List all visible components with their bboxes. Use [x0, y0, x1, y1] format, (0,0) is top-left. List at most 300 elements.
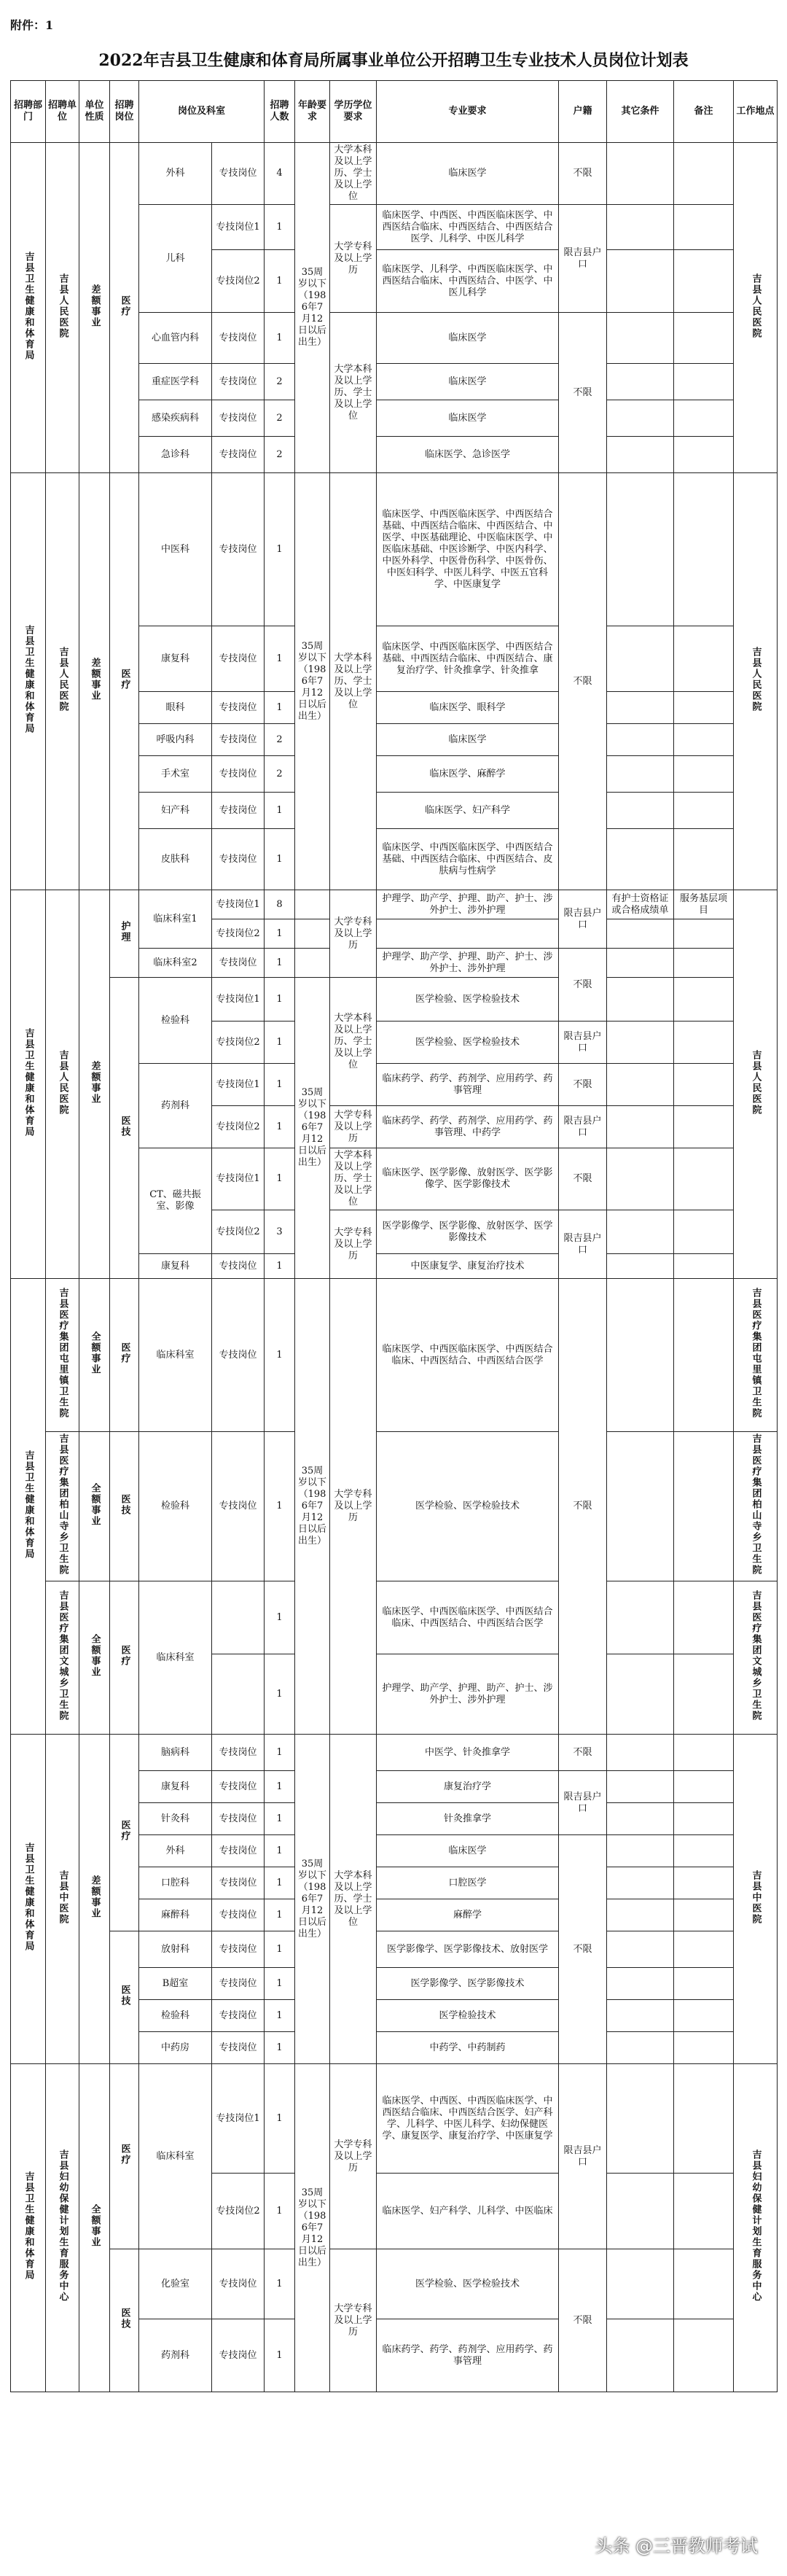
- table-cell-col12: [674, 2174, 734, 2249]
- header-cell: 户籍: [559, 81, 607, 143]
- table-cell-col12: [674, 437, 734, 473]
- table-cell-col11: [607, 756, 674, 793]
- table-cell-col7: 35周岁以下（1986年7月12日以后出生）: [295, 1279, 330, 1735]
- table-cell-col8: 大学专科及以上学历: [330, 1210, 377, 1279]
- table-cell-col12: 服务基层项目: [674, 890, 734, 919]
- table-cell-col4: CT、磁共振室、影像: [139, 1148, 212, 1254]
- table-cell-col13: [734, 473, 778, 890]
- table-cell-col6: 1: [265, 1968, 295, 2000]
- cell-text: 医疗: [119, 1645, 130, 1667]
- table-cell-col6: 1: [265, 1432, 295, 1581]
- table-cell-col6: 1: [265, 626, 295, 692]
- table-cell-col4: 感染疾病科: [139, 400, 212, 437]
- table-cell-col12: [674, 1022, 734, 1064]
- table-cell-col11: [607, 1803, 674, 1835]
- table-cell-col5: 专技岗位: [212, 1968, 265, 2000]
- cell-text: 医疗: [119, 669, 130, 690]
- table-cell-col10: 限吉县户口: [559, 205, 607, 313]
- table-cell-col9: 临床药学、药学、药剂学、应用药学、药事管理、中药学: [377, 1106, 559, 1148]
- table-cell-col11: [607, 1210, 674, 1254]
- cell-text: 差额事业: [89, 658, 101, 701]
- table-cell-col10: 不限: [559, 1064, 607, 1106]
- table-cell-col9: 中医康复学、康复治疗技术: [377, 1254, 559, 1279]
- table-cell-col4: 口腔科: [139, 1867, 212, 1899]
- table-cell-col4: 临床科室: [139, 1581, 212, 1735]
- table-cell-col6: 1: [265, 692, 295, 724]
- table-cell-col5: 专技岗位: [212, 1931, 265, 1968]
- table-cell-col11: [607, 400, 674, 437]
- cell-text: 差额事业: [89, 1060, 101, 1105]
- table-cell-col11: [607, 2032, 674, 2064]
- table-cell-col11: [607, 1254, 674, 1279]
- table-cell-col10: 不限: [559, 143, 607, 205]
- table-cell-col11: [607, 1835, 674, 1867]
- table-cell-col8: 大学本科及以上学历、学士及以上学位: [330, 473, 377, 890]
- table-cell-col3: [110, 1735, 139, 1931]
- table-cell-col6: 1: [265, 473, 295, 626]
- table-cell-col5: 专技岗位1: [212, 890, 265, 919]
- cell-text: 吉县医疗集团文城乡卫生院: [750, 1590, 761, 1721]
- table-cell-col9: 医学检验、医学检验技术: [377, 1432, 559, 1581]
- table-cell-col8: 大学专科及以上学历: [330, 205, 377, 313]
- table-cell-col0: [11, 1735, 46, 2064]
- cell-text: 吉县卫生健康和体育局: [23, 251, 34, 361]
- table-cell-col12: [674, 626, 734, 692]
- table-cell-col3: [110, 2064, 139, 2249]
- table-cell-col6: 1: [265, 919, 295, 949]
- table-cell-col11: [607, 2249, 674, 2319]
- table-cell-col6: 1: [265, 978, 295, 1022]
- table-cell-col5: 专技岗位: [212, 473, 265, 626]
- table-row: [11, 2249, 778, 2319]
- table-cell-col6: 1: [265, 1771, 295, 1803]
- table-cell-col9: 临床医学、中西医临床医学、中西医结合基础、中西医结合临床、中西医结合、皮肤病与性病学: [377, 829, 559, 890]
- table-cell-col12: [674, 1968, 734, 2000]
- table-cell-col10: 不限: [559, 473, 607, 890]
- table-cell-col3: [110, 1279, 139, 1432]
- table-cell-col1: [46, 1735, 79, 2064]
- header-cell: 招聘单位: [46, 81, 79, 143]
- table-cell-col6: 1: [265, 793, 295, 829]
- table-cell-col5: 专技岗位: [212, 2249, 265, 2319]
- cell-text: 吉县妇幼保健计划生育服务中心: [57, 2149, 68, 2303]
- table-cell-col12: [674, 2319, 734, 2392]
- table-cell-col4: 中药房: [139, 2032, 212, 2064]
- header-cell: 招聘部门: [11, 81, 46, 143]
- table-cell-col11: [607, 205, 674, 250]
- table-cell-col0: [11, 2064, 46, 2392]
- table-cell-col9: 医学检验、医学检验技术: [377, 2249, 559, 2319]
- table-cell-col9: 临床医学: [377, 364, 559, 400]
- table-cell-col12: [674, 2000, 734, 2032]
- table-cell-col4: 外科: [139, 1835, 212, 1867]
- table-cell-col5: 专技岗位: [212, 949, 265, 978]
- table-row: [11, 1432, 778, 1581]
- table-cell-col1: [46, 2064, 79, 2392]
- table-cell-col12: [674, 1432, 734, 1581]
- table-cell-col5: 专技岗位: [212, 1803, 265, 1835]
- cell-text: 吉县医疗集团文城乡卫生院: [57, 1590, 68, 1721]
- table-cell-col5: 专技岗位2: [212, 1106, 265, 1148]
- table-cell-col13: [734, 890, 778, 1279]
- table-cell-col6: 1: [265, 1931, 295, 1968]
- table-cell-col0: [11, 1279, 46, 1735]
- table-cell-col12: [674, 1931, 734, 1968]
- table-cell-col2: [79, 1581, 110, 1735]
- table-cell-col13: [734, 2064, 778, 2392]
- header-cell: 专业要求: [377, 81, 559, 143]
- cell-text: 医疗: [119, 295, 130, 317]
- table-cell-col9: 医学影像学、医学影像、放射医学、医学影像技术: [377, 1210, 559, 1254]
- table-cell-col4: 康复科: [139, 626, 212, 692]
- table-cell-col12: [674, 400, 734, 437]
- table-cell-col7: 35周岁以下（1986年7月12日以后出生）: [295, 2064, 330, 2392]
- table-cell-col2: [79, 143, 110, 473]
- table-cell-col5: 专技岗位1: [212, 1148, 265, 1210]
- table-cell-col9: 临床医学: [377, 724, 559, 756]
- table-cell-col6: 1: [265, 1735, 295, 1771]
- table-cell-col9: 临床医学、妇产科学: [377, 793, 559, 829]
- table-cell-col11: [607, 364, 674, 400]
- cell-text: 吉县卫生健康和体育局: [23, 1842, 34, 1952]
- table-cell-col3: [110, 1581, 139, 1735]
- table-cell-col5: 专技岗位: [212, 2032, 265, 2064]
- table-body: [11, 143, 778, 2392]
- table-cell-col2: [79, 473, 110, 890]
- table-cell-col8: 大学专科及以上学历: [330, 1106, 377, 1148]
- table-cell-col11: [607, 1867, 674, 1899]
- table-cell-col6: 1: [265, 313, 295, 364]
- table-cell-col11: [607, 949, 674, 978]
- table-cell-col12: [674, 1771, 734, 1803]
- table-cell-col9: 临床医学、中西医临床医学、中西医结合基础、中西医结合临床、中西医结合、康复治疗学、针灸推拿学、针灸推拿: [377, 626, 559, 692]
- table-cell-col8: 大学本科及以上学历、学士及以上学位: [330, 143, 377, 205]
- table-cell-col3: [110, 143, 139, 473]
- table-cell-col9: 麻醉学: [377, 1899, 559, 1931]
- table-cell-col10: 不限: [559, 1148, 607, 1210]
- cell-text: 医技: [119, 2308, 130, 2330]
- table-cell-col3: [110, 1931, 139, 2064]
- table-cell-col4: 化验室: [139, 2249, 212, 2319]
- table-cell-col11: [607, 829, 674, 890]
- table-cell-col4: 针灸科: [139, 1803, 212, 1835]
- table-cell-col9: 护理学、助产学、护理、助产、护士、涉外护士、涉外护理: [377, 1654, 559, 1735]
- table-cell-col5: 专技岗位: [212, 143, 265, 205]
- table-cell-col4: 检验科: [139, 1432, 212, 1581]
- table-cell-col6: 1: [265, 205, 295, 250]
- table-cell-col4: 妇产科: [139, 793, 212, 829]
- table-cell-col6: 1: [265, 1148, 295, 1210]
- cell-text: 吉县卫生健康和体育局: [23, 625, 34, 734]
- table-cell-col5: 专技岗位: [212, 724, 265, 756]
- table-cell-col10: 限吉县户口: [559, 1771, 607, 1835]
- table-cell-col12: [674, 364, 734, 400]
- table-cell-col4: 检验科: [139, 2000, 212, 2032]
- table-cell-col6: 3: [265, 1210, 295, 1254]
- cell-text: 护理: [119, 921, 130, 943]
- table-cell-col6: 1: [265, 250, 295, 313]
- table-row: [11, 2064, 778, 2174]
- table-cell-col9: 针灸推拿学: [377, 1803, 559, 1835]
- table-cell-col5: 专技岗位2: [212, 1210, 265, 1254]
- table-cell-col5: 专技岗位1: [212, 205, 265, 250]
- table-cell-col4: 麻醉科: [139, 1899, 212, 1931]
- table-cell-col6: 1: [265, 1899, 295, 1931]
- cell-text: 全额事业: [89, 1634, 101, 1678]
- table-cell-col6: 1: [265, 1254, 295, 1279]
- table-cell-col9: 临床医学、中西医、中西医临床医学、中西医结合临床、中西医结合、中西医结合医学、儿科学、中医儿科学: [377, 205, 559, 250]
- table-cell-col5: 专技岗位2: [212, 1022, 265, 1064]
- table-cell-col3: [110, 1432, 139, 1581]
- table-cell-col9: 临床医学、医学影像、放射医学、医学影像学、医学影像技术: [377, 1148, 559, 1210]
- table-cell-col6: 1: [265, 2174, 295, 2249]
- table-cell-col6: 2: [265, 437, 295, 473]
- table-cell-col6: 1: [265, 1279, 295, 1432]
- table-cell-col11: [607, 437, 674, 473]
- table-cell-col11: [607, 793, 674, 829]
- table-cell-col8: 大学专科及以上学历: [330, 1279, 377, 1735]
- table-cell-col11: [607, 919, 674, 949]
- table-cell-col5: 专技岗位: [212, 400, 265, 437]
- table-row: [11, 978, 778, 1022]
- table-cell-col5: 专技岗位: [212, 364, 265, 400]
- table-cell-col5: 专技岗位2: [212, 250, 265, 313]
- table-cell-col4: 外科: [139, 143, 212, 205]
- table-cell-col4: 手术室: [139, 756, 212, 793]
- table-cell-col8: 大学专科及以上学历: [330, 890, 377, 978]
- table-cell-col6: 2: [265, 400, 295, 437]
- table-cell-col13: [734, 1432, 778, 1581]
- table-cell-col12: [674, 250, 734, 313]
- table-cell-col5: 专技岗位: [212, 1835, 265, 1867]
- table-cell-col11: [607, 1899, 674, 1931]
- table-cell-col4: 急诊科: [139, 437, 212, 473]
- table-cell-col9: 中药学、中药制药: [377, 2032, 559, 2064]
- table-cell-col11: [607, 626, 674, 692]
- table-cell-col12: [674, 205, 734, 250]
- table-cell-col10: 不限: [559, 949, 607, 1022]
- table-cell-col13: [734, 1581, 778, 1735]
- table-cell-col12: [674, 692, 734, 724]
- header-cell: 年龄要求: [295, 81, 330, 143]
- table-cell-col12: [674, 1279, 734, 1432]
- table-cell-col9: 医学影像学、医学影像技术: [377, 1968, 559, 2000]
- table-cell-col11: [607, 250, 674, 313]
- cell-text: 医技: [119, 1985, 130, 2007]
- header-cell: 招聘人数: [265, 81, 295, 143]
- cell-text: 吉县人民医院: [750, 1049, 761, 1116]
- table-cell-col13: [734, 143, 778, 473]
- table-cell-col12: [674, 1735, 734, 1771]
- table-cell-col6: 1: [265, 949, 295, 978]
- table-row: [11, 143, 778, 205]
- table-cell-col2: [79, 1735, 110, 2064]
- table-cell-col4: 康复科: [139, 1771, 212, 1803]
- table-cell-col2: [79, 1279, 110, 1432]
- table-cell-col3: [110, 978, 139, 1279]
- table-cell-col6: 2: [265, 364, 295, 400]
- table-cell-col5: 专技岗位: [212, 1432, 265, 1581]
- table-cell-col4: 重症医学科: [139, 364, 212, 400]
- table-cell-col1: [46, 1581, 79, 1735]
- watermark: 头条 @三晋教师考试: [595, 2536, 758, 2556]
- table-cell-col10: 限吉县户口: [559, 1106, 607, 1148]
- annex-label: 附件：1: [10, 18, 54, 32]
- header-cell: 工作地点: [734, 81, 778, 143]
- table-cell-col9: 医学影像学、医学影像技术、放射医学: [377, 1931, 559, 1968]
- table-cell-col9: 临床医学、中西医临床医学、中西医结合基础、中西医结合临床、中西医结合、中医学、中医基础理论、中医临床医学、中医临床基础、中医诊断学、中医内科学、中医外科学、中医骨伤科学、中医骨伤、中医妇科学、中医儿科学、中医五官科学、中医康复学: [377, 473, 559, 626]
- table-cell-col11: [607, 1064, 674, 1106]
- table-cell-col12: [674, 793, 734, 829]
- cell-text: 吉县人民医院: [750, 647, 761, 712]
- table-cell-col5: 专技岗位: [212, 626, 265, 692]
- table-cell-col5: 专技岗位: [212, 313, 265, 364]
- table-cell-col5: 专技岗位: [212, 692, 265, 724]
- table-cell-col11: [607, 692, 674, 724]
- table-cell-col12: [674, 829, 734, 890]
- cell-text: 全额事业: [89, 1482, 101, 1527]
- table-cell-col12: [674, 313, 734, 364]
- table-cell-col5: 专技岗位: [212, 1899, 265, 1931]
- table-cell-col1: [46, 143, 79, 473]
- table-cell-col9: 临床医学、妇产科学、儿科学、中医临床: [377, 2174, 559, 2249]
- table-cell-col5: 专技岗位1: [212, 1064, 265, 1106]
- table-row: [11, 1581, 778, 1654]
- cell-text: 差额事业: [89, 1875, 101, 1919]
- table-cell-col11: [607, 2174, 674, 2249]
- table-cell-col5: 专技岗位: [212, 1254, 265, 1279]
- table-cell-col10: 不限: [559, 1835, 607, 2064]
- table-cell-col8: 大学本科及以上学历、学士及以上学位: [330, 1735, 377, 2064]
- table-cell-col11: [607, 724, 674, 756]
- table-cell-col12: [674, 2249, 734, 2319]
- table-cell-col10: 不限: [559, 1279, 607, 1735]
- cell-text: 吉县人民医院: [57, 273, 68, 339]
- cell-text: 医技: [119, 1493, 130, 1516]
- table-row: [11, 890, 778, 919]
- table-cell-col5: 专技岗位: [212, 1771, 265, 1803]
- table-cell-col11: [607, 978, 674, 1022]
- table-cell-col6: 1: [265, 1581, 295, 1654]
- table-cell-col11: [607, 1735, 674, 1771]
- table-cell-col8: 大学本科及以上学历、学士及以上学位: [330, 1148, 377, 1210]
- table-cell-col4: 临床科室: [139, 2064, 212, 2249]
- table-cell-col5: 专技岗位2: [212, 919, 265, 949]
- cell-text: 吉县医疗集团屯里镇卫生院: [750, 1288, 761, 1419]
- table-cell-col4: 临床科室2: [139, 949, 212, 978]
- table-cell-col6: 1: [265, 1654, 295, 1735]
- table-cell-col13: [734, 1279, 778, 1432]
- header-cell: 备注: [674, 81, 734, 143]
- table-cell-col11: [607, 143, 674, 205]
- table-cell-col6: 1: [265, 2319, 295, 2392]
- table-cell-col7: [295, 890, 330, 919]
- cell-text: 全额事业: [89, 2204, 101, 2248]
- table-cell-col9: 康复治疗学: [377, 1771, 559, 1803]
- table-cell-col11: [607, 1432, 674, 1581]
- table-cell-col9: 临床药学、药学、药剂学、应用药学、药事管理: [377, 2319, 559, 2392]
- cell-text: 吉县卫生健康和体育局: [23, 2171, 34, 2281]
- table-cell-col12: [674, 756, 734, 793]
- table-cell-col5: 专技岗位: [212, 756, 265, 793]
- table-cell-col6: 1: [265, 2249, 295, 2319]
- table-cell-col6: 1: [265, 2064, 295, 2174]
- table-cell-col12: [674, 949, 734, 978]
- table-cell-col4: 放射科: [139, 1931, 212, 1968]
- cell-text: 差额事业: [89, 284, 101, 328]
- table-cell-col4: 儿科: [139, 205, 212, 313]
- table-cell-col8: 大学本科及以上学历、学士及以上学位: [330, 313, 377, 473]
- table-cell-col5: 专技岗位: [212, 829, 265, 890]
- table-row: [11, 1279, 778, 1432]
- table-cell-col11: 有护士资格证或合格成绩单: [607, 890, 674, 919]
- table-cell-col9: [377, 919, 559, 949]
- table-cell-col12: [674, 1803, 734, 1835]
- cell-text: 吉县妇幼保健计划生育服务中心: [750, 2149, 761, 2303]
- table-cell-col5: 专技岗位: [212, 1867, 265, 1899]
- recruitment-plan-table: [10, 80, 778, 2392]
- table-cell-col5: 专技岗位: [212, 1735, 265, 1771]
- table-cell-col4: 临床科室1: [139, 890, 212, 949]
- table-cell-col12: [674, 724, 734, 756]
- header-cell: 招聘岗位: [110, 81, 139, 143]
- table-cell-col5: 专技岗位2: [212, 2174, 265, 2249]
- table-cell-col0: [11, 143, 46, 473]
- table-cell-col9: 临床医学、中西医临床医学、中西医结合临床、中西医结合、中西医结合医学: [377, 1279, 559, 1432]
- cell-text: 全额事业: [89, 1331, 101, 1375]
- cell-text: 吉县医疗集团柏山寺乡卫生院: [750, 1433, 761, 1576]
- cell-text: 医疗: [119, 1342, 130, 1364]
- table-cell-col11: [607, 2319, 674, 2392]
- table-cell-col12: [674, 473, 734, 626]
- table-cell-col9: 临床医学、麻醉学: [377, 756, 559, 793]
- table-cell-col8: 大学专科及以上学历: [330, 2249, 377, 2392]
- table-cell-col12: [674, 143, 734, 205]
- table-cell-col9: 护理学、助产学、护理、助产、护士、涉外护士、涉外护理: [377, 890, 559, 919]
- table-cell-col4: 脑病科: [139, 1735, 212, 1771]
- table-cell-col6: 1: [265, 1867, 295, 1899]
- table-cell-col4: 检验科: [139, 978, 212, 1064]
- header-cell: 学历学位要求: [330, 81, 377, 143]
- table-cell-col12: [674, 1835, 734, 1867]
- table-cell-col10: 限吉县户口: [559, 2064, 607, 2249]
- table-cell-col5: 专技岗位: [212, 793, 265, 829]
- table-header-row: [11, 81, 778, 143]
- table-cell-col9: 临床医学: [377, 400, 559, 437]
- table-cell-col3: [110, 473, 139, 890]
- table-cell-col6: 1: [265, 1835, 295, 1867]
- table-cell-col4: 呼吸内科: [139, 724, 212, 756]
- table-cell-col10: 不限: [559, 2249, 607, 2392]
- table-cell-col1: [46, 473, 79, 890]
- table-cell-col9: 临床医学、眼科学: [377, 692, 559, 724]
- table-cell-col11: [607, 1148, 674, 1210]
- table-cell-col4: 临床科室: [139, 1279, 212, 1432]
- table-cell-col12: [674, 2064, 734, 2174]
- cell-text: 吉县卫生健康和体育局: [23, 1450, 34, 1560]
- table-cell-col8: 大学专科及以上学历: [330, 2064, 377, 2249]
- table-cell-col11: [607, 473, 674, 626]
- table-cell-col6: 1: [265, 1106, 295, 1148]
- table-cell-col8: 大学本科及以上学历、学士及以上学位: [330, 978, 377, 1106]
- table-cell-col9: 临床医学、急诊医学: [377, 437, 559, 473]
- table-cell-col12: [674, 919, 734, 949]
- table-cell-col6: 1: [265, 2032, 295, 2064]
- cell-text: 吉县卫生健康和体育局: [23, 1027, 34, 1137]
- header-cell: 岗位及科室: [139, 81, 265, 143]
- table-cell-col11: [607, 313, 674, 364]
- table-cell-col5: [212, 1654, 265, 1735]
